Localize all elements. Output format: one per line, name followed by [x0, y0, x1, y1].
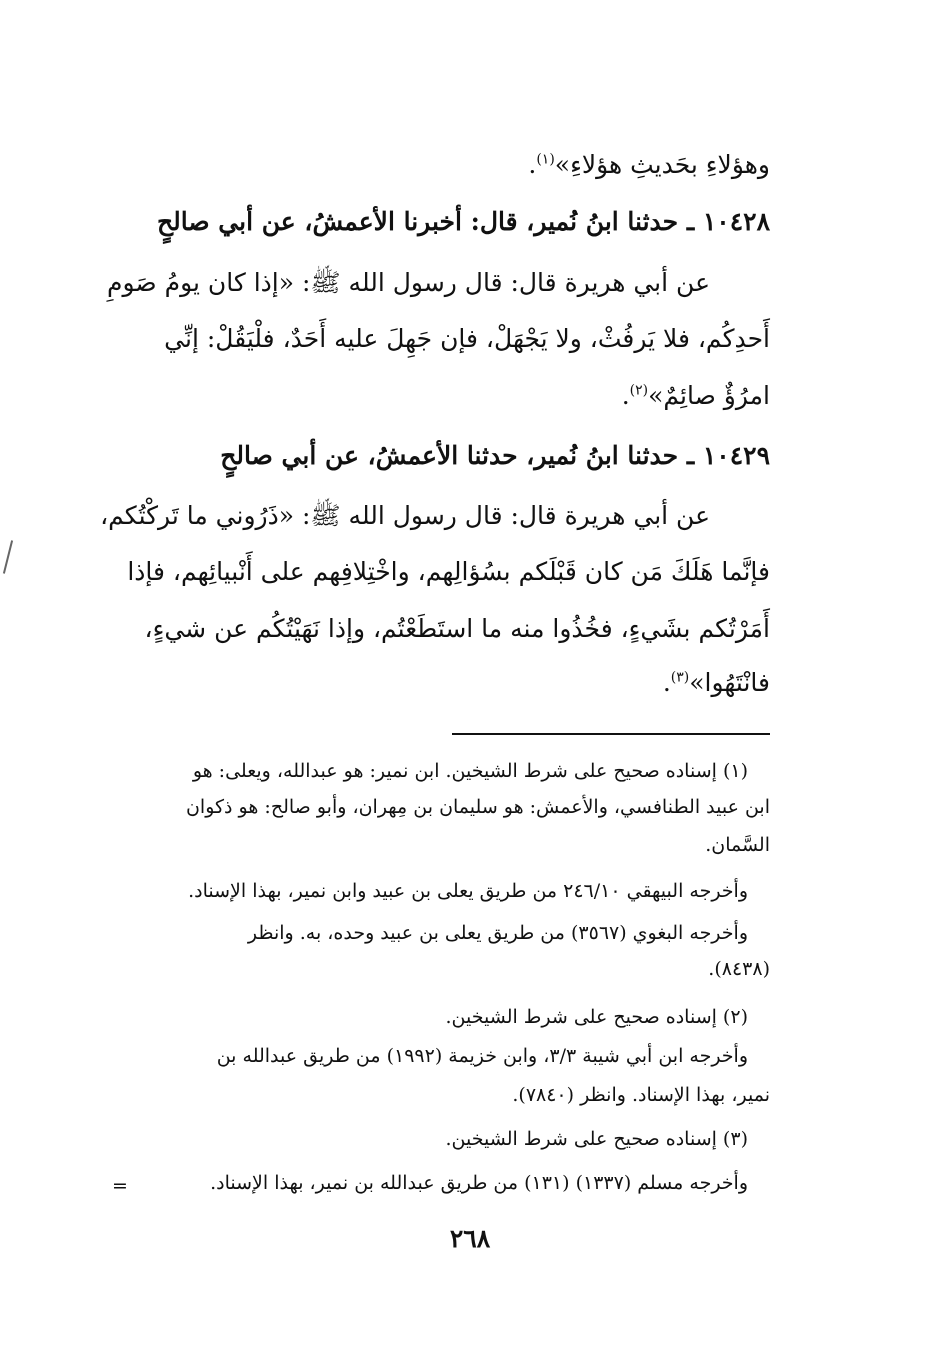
- main-line-8: [100, 557, 770, 586]
- main-line-3: [40, 267, 770, 304]
- margin-scan-mark: [3, 540, 13, 573]
- continuation-mark: =: [112, 1175, 128, 1197]
- line-end: .: [662, 668, 671, 697]
- main-line-7: [40, 500, 770, 537]
- main-line-text: أَمَرْتُكم بشَيءٍ، فخُذُوا منه ما استَطَعْتُم، وإذا نَهَيْتُكُم عن شيءٍ،: [144, 614, 770, 643]
- footnote-line: السَّمان.: [705, 834, 770, 856]
- page-number: ٢٦٨: [449, 1224, 491, 1253]
- footnote-line: نمير، بهذا الإسناد. وانظر (٧٨٤٠).: [512, 1084, 770, 1106]
- footnote-line: (١) إسناده صحيح على شرط الشيخين. ابن نمير: هو عبدالله، ويعلى: هو: [192, 760, 748, 782]
- main-line-text: أَحدِكُم، فلا يَرفُثْ، ولا يَجْهَلْ، فإن جَهِلَ عليه أَحَدٌ، فلْيَقُلْ: إنِّي: [164, 324, 770, 353]
- hadith-10429-heading: [100, 441, 770, 470]
- footnote-line: ابن عبيد الطنافسي، والأعمش: هو سليمان بن مِهران، وأبو صالح: هو ذكوان: [185, 796, 770, 818]
- main-line-text: ١٠٤٢٨ ـ حدثنا ابنُ نُمير، قال: أخبرنا الأعمشُ، عن أبي صالحٍ: [156, 207, 770, 236]
- footnote-line: وأخرجه ابن أبي شيبة ٣/٣، وابن خزيمة (١٩٩٢) من طريق عبدالله بن: [216, 1045, 748, 1067]
- main-line-text: امرُؤٌ صائِمٌ»: [648, 381, 770, 410]
- main-line-10: [100, 668, 770, 697]
- footnote-line: وأخرجه البيهقي ٢٤٦/١٠ من طريق يعلى بن عبيد وابن نمير، بهذا الإسناد.: [188, 880, 748, 902]
- main-line-text: عن أبي هريرة قال: قال رسول الله ﷺ: «ذَرُوني ما تَركْتُكم،: [100, 501, 710, 530]
- footnote-line: وأخرجه البغوي (٣٥٦٧) من طريق يعلى بن عبيد وحده، به. وانظر: [247, 922, 748, 944]
- footnote-line: وأخرجه مسلم (١٣٣٧) (١٣١) من طريق عبدالله بن نمير، بهذا الإسناد.: [210, 1172, 748, 1194]
- footnote-separator: [452, 733, 770, 735]
- footnote-line: (٢) إسناده صحيح على شرط الشيخين.: [445, 1006, 748, 1028]
- main-line-text: وهؤلاءِ بحَديثِ هؤلاءِ»: [554, 150, 770, 179]
- main-line-4: [100, 324, 770, 353]
- footnote-line: (٨٤٣٨).: [708, 958, 770, 980]
- footnote-ref-2: (٢): [629, 382, 649, 399]
- main-line-9: [100, 614, 770, 643]
- line-end: .: [621, 381, 630, 410]
- main-line-1: [100, 150, 770, 179]
- footnote-ref-3: (٣): [670, 669, 690, 686]
- main-line-5: [100, 381, 770, 410]
- line-end: .: [528, 150, 537, 179]
- main-line-text: فانْتَهُوا»: [689, 668, 770, 697]
- footnote-ref-1: (١): [536, 151, 555, 168]
- footnote-line: (٣) إسناده صحيح على شرط الشيخين.: [445, 1128, 748, 1150]
- main-line-text: عن أبي هريرة قال: قال رسول الله ﷺ: «إذا كان يومُ صَومِ: [107, 268, 710, 297]
- hadith-10428-heading: [100, 207, 770, 236]
- main-line-text: ١٠٤٢٩ ـ حدثنا ابنُ نُمير، حدثنا الأعمشُ، عن أبي صالحٍ: [220, 441, 770, 470]
- main-line-text: فإنَّما هَلَكَ مَن كان قَبْلَكم بسُؤالِهم، واخْتِلافِهم على أَنْبيائِهم، فإذا: [127, 557, 770, 586]
